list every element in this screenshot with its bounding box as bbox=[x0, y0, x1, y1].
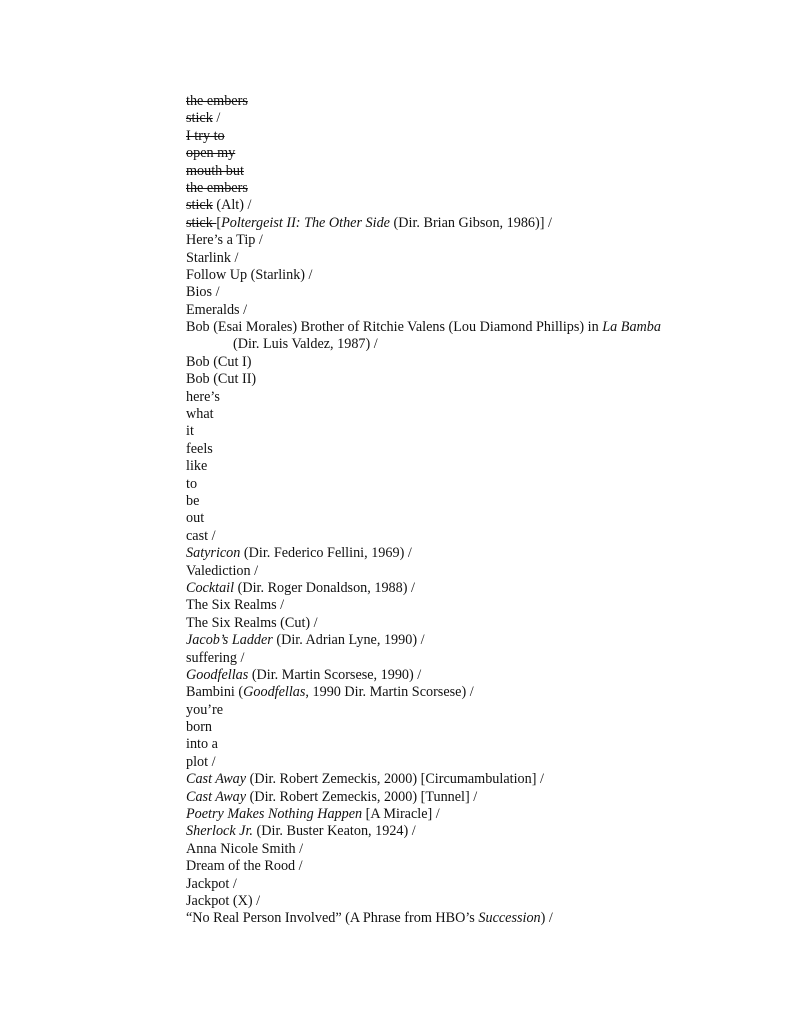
list-item bbox=[186, 858, 746, 875]
italic-title: Jacob’s Ladder bbox=[186, 632, 273, 649]
list-item bbox=[186, 876, 746, 893]
list-item bbox=[186, 597, 746, 614]
list-item bbox=[186, 180, 746, 197]
list-item bbox=[186, 163, 746, 180]
list-item bbox=[186, 754, 746, 771]
line-text: (Dir. Brian Gibson, 1986)] / bbox=[389, 214, 552, 231]
line-text: (Dir. Martin Scorsese, 1990) / bbox=[248, 666, 422, 683]
italic-title: Goodfellas bbox=[186, 666, 249, 683]
list-item bbox=[186, 232, 746, 249]
list-item bbox=[186, 406, 746, 423]
line-text: you’re bbox=[186, 701, 224, 718]
list-item bbox=[186, 580, 746, 597]
struck-text: the embers bbox=[186, 93, 248, 109]
line-text: cast / bbox=[186, 527, 216, 544]
line-text: (Dir. Robert Zemeckis, 2000) [Circumambulation] / bbox=[246, 771, 544, 788]
list-item bbox=[186, 632, 746, 649]
list-item bbox=[186, 823, 746, 840]
line-text: “No Real Person Involved” (A Phrase from HBO’s bbox=[186, 910, 479, 927]
line-text: what bbox=[186, 406, 214, 423]
struck-text: I try to bbox=[186, 127, 225, 144]
line-text: Bob (Cut II) bbox=[186, 371, 257, 388]
line-text: Anna Nicole Smith / bbox=[186, 840, 304, 857]
italic-title: Poltergeist II: The Other Side bbox=[221, 214, 390, 231]
italic-title: La Bamba bbox=[602, 319, 661, 336]
list-item bbox=[186, 476, 746, 493]
list-item bbox=[186, 615, 746, 632]
list-item bbox=[186, 563, 746, 580]
list-item bbox=[186, 145, 746, 162]
line-text: here’s bbox=[186, 388, 220, 405]
line-text: (Dir. Buster Keaton, 1924) / bbox=[252, 823, 416, 840]
list-item bbox=[186, 389, 746, 406]
line-text: (Dir. Roger Donaldson, 1988) / bbox=[234, 579, 415, 596]
line-text: (Dir. Luis Valdez, 1987) / bbox=[233, 336, 378, 353]
list-item bbox=[186, 128, 746, 145]
list-item bbox=[186, 650, 746, 667]
italic-title: Goodfellas bbox=[243, 684, 306, 701]
list-item bbox=[186, 319, 746, 336]
list-item bbox=[186, 736, 746, 753]
list-item bbox=[186, 806, 746, 823]
list-item bbox=[186, 441, 746, 458]
line-text: The Six Realms (Cut) / bbox=[186, 614, 318, 631]
line-text: (Alt) / bbox=[212, 197, 252, 214]
line-text: suffering / bbox=[186, 649, 245, 666]
line-text: out bbox=[186, 510, 205, 527]
list-item bbox=[186, 423, 746, 440]
line-text: Bios / bbox=[186, 284, 220, 301]
line-text: to bbox=[186, 475, 198, 492]
list-item bbox=[186, 336, 746, 353]
italic-title: Cast Away bbox=[186, 788, 247, 805]
line-text: [A Miracle] / bbox=[362, 806, 440, 823]
list-item bbox=[186, 110, 746, 127]
line-text: Follow Up (Starlink) / bbox=[186, 266, 313, 283]
line-text: Jackpot (X) / bbox=[186, 892, 261, 909]
list-item bbox=[186, 771, 746, 788]
line-text: Here’s a Tip / bbox=[186, 232, 263, 249]
line-text: (Dir. Federico Fellini, 1969) / bbox=[240, 545, 412, 562]
line-text: (Dir. Robert Zemeckis, 2000) [Tunnel] / bbox=[246, 788, 478, 805]
line-text: Valediction / bbox=[186, 562, 259, 579]
list-item bbox=[186, 545, 746, 562]
line-text: (Dir. Adrian Lyne, 1990) / bbox=[272, 632, 425, 649]
line-text: feels bbox=[186, 440, 213, 457]
line-text: it bbox=[186, 423, 194, 440]
list-item bbox=[186, 197, 746, 214]
list-item bbox=[186, 458, 746, 475]
struck-text: stick bbox=[186, 110, 213, 127]
list-item bbox=[186, 789, 746, 806]
line-text: The Six Realms / bbox=[186, 597, 285, 614]
line-text: ) / bbox=[540, 910, 553, 927]
line-text: / bbox=[212, 110, 221, 127]
list-item bbox=[186, 667, 746, 684]
list-item bbox=[186, 250, 746, 267]
struck-text: mouth but bbox=[186, 162, 244, 179]
italic-title: Cast Away bbox=[186, 771, 247, 788]
list-item bbox=[186, 93, 746, 110]
list-item bbox=[186, 893, 746, 910]
italic-title: Sherlock Jr. bbox=[186, 823, 253, 840]
struck-text: the embers bbox=[186, 179, 248, 196]
line-text: like bbox=[186, 458, 208, 475]
line-text: Bob (Cut I) bbox=[186, 353, 252, 370]
list-item bbox=[186, 267, 746, 284]
line-text: Starlink / bbox=[186, 249, 239, 266]
list-item bbox=[186, 302, 746, 319]
list-item bbox=[186, 493, 746, 510]
line-text: be bbox=[186, 492, 200, 509]
struck-text: open my bbox=[186, 145, 236, 162]
list-item bbox=[186, 719, 746, 736]
line-text: , 1990 Dir. Martin Scorsese) / bbox=[305, 684, 474, 701]
line-text: Jackpot / bbox=[186, 875, 237, 892]
italic-title: Satyricon bbox=[186, 545, 241, 562]
list-item bbox=[186, 215, 746, 232]
line-text: born bbox=[186, 719, 213, 736]
italic-title: Cocktail bbox=[186, 579, 235, 596]
italic-title: Succession bbox=[478, 910, 541, 927]
list-item bbox=[186, 910, 746, 927]
list-item bbox=[186, 841, 746, 858]
line-text: Bob (Esai Morales) Brother of Ritchie Valens (Lou Diamond Phillips) in bbox=[186, 319, 603, 336]
line-text: Bambini ( bbox=[186, 684, 244, 701]
struck-text: stick bbox=[186, 214, 217, 231]
line-text: into a bbox=[186, 736, 218, 753]
list-item bbox=[186, 354, 746, 371]
list-item bbox=[186, 371, 746, 388]
italic-title: Poetry Makes Nothing Happen bbox=[186, 806, 363, 823]
list-item bbox=[186, 510, 746, 527]
list-item bbox=[186, 528, 746, 545]
title-list bbox=[186, 93, 746, 928]
struck-text: stick bbox=[186, 197, 213, 214]
line-text: [ bbox=[216, 214, 222, 231]
line-text: Emeralds / bbox=[186, 301, 248, 318]
list-item bbox=[186, 684, 746, 701]
line-text: Dream of the Rood / bbox=[186, 858, 303, 875]
list-item bbox=[186, 702, 746, 719]
line-text: plot / bbox=[186, 753, 216, 770]
list-item bbox=[186, 284, 746, 301]
